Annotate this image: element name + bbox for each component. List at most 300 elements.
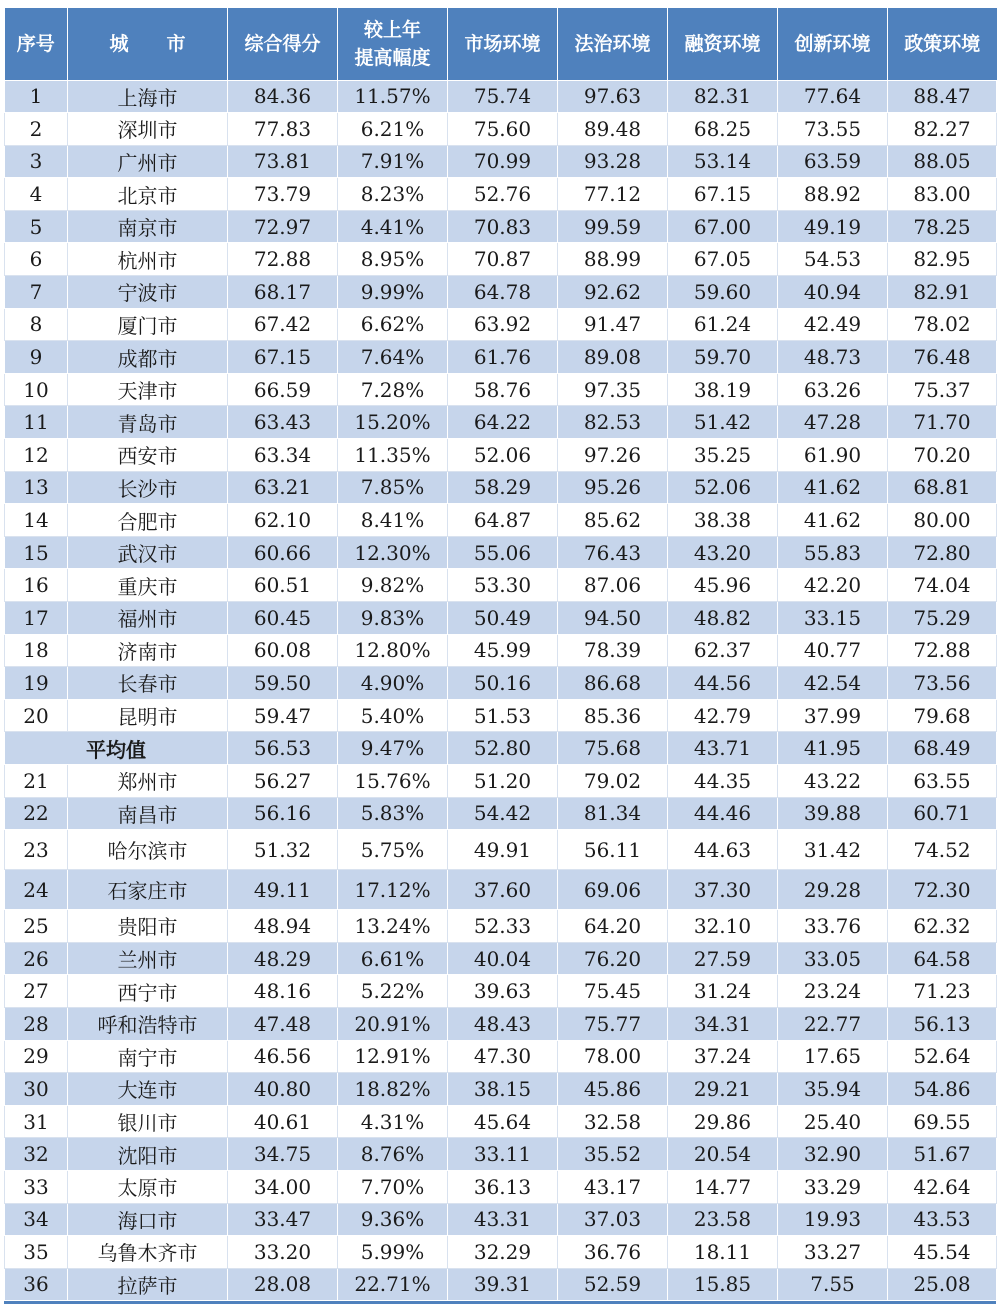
cell-innovation: 63.26 <box>778 373 888 406</box>
table-row <box>5 308 997 341</box>
cell-policy: 75.29 <box>888 602 997 635</box>
cell-legal: 36.76 <box>558 1236 668 1269</box>
cell-legal: 35.52 <box>558 1138 668 1171</box>
cell-innovation: 55.83 <box>778 536 888 569</box>
table-row <box>5 373 997 406</box>
table-row <box>5 667 997 700</box>
cell-finance: 44.35 <box>668 764 778 797</box>
cell-index: 1 <box>5 80 68 113</box>
cell-finance: 61.24 <box>668 308 778 341</box>
cell-policy: 82.27 <box>888 113 997 146</box>
cell-index: 13 <box>5 471 68 504</box>
cell-legal: 79.02 <box>558 764 668 797</box>
table-row <box>5 80 997 113</box>
cell-market: 48.43 <box>448 1007 558 1040</box>
header-label-line: 创新环境 <box>794 32 871 55</box>
table-row <box>5 243 997 276</box>
cell-growth: 5.40% <box>338 699 448 732</box>
cell-index: 12 <box>5 439 68 472</box>
cell-total-score: 73.81 <box>228 145 338 178</box>
cell-index: 6 <box>5 243 68 276</box>
cell-total-score: 67.15 <box>228 341 338 374</box>
cell-city: 天津市 <box>68 373 228 406</box>
cell-city: 北京市 <box>68 178 228 211</box>
cell-market: 64.22 <box>448 406 558 439</box>
cell-market: 39.31 <box>448 1268 558 1301</box>
cell-policy: 62.32 <box>888 910 997 943</box>
cell-growth: 8.95% <box>338 243 448 276</box>
cell-innovation: 33.15 <box>778 602 888 635</box>
cell-growth: 5.75% <box>338 830 448 870</box>
table-row <box>5 1203 997 1236</box>
cell-market: 50.16 <box>448 667 558 700</box>
cell-market: 38.15 <box>448 1073 558 1106</box>
cell-policy: 79.68 <box>888 699 997 732</box>
table-header <box>5 8 997 80</box>
cell-market: 58.76 <box>448 373 558 406</box>
cell-legal: 78.00 <box>558 1040 668 1073</box>
cell-innovation: 41.95 <box>778 732 888 765</box>
cell-innovation: 61.90 <box>778 439 888 472</box>
cell-index: 7 <box>5 276 68 309</box>
cell-total-score: 60.66 <box>228 536 338 569</box>
header-label-line: 城 市 <box>109 32 186 55</box>
cell-finance: 51.42 <box>668 406 778 439</box>
cell-innovation: 88.92 <box>778 178 888 211</box>
cell-innovation: 23.24 <box>778 975 888 1008</box>
cell-index: 32 <box>5 1138 68 1171</box>
cell-index: 31 <box>5 1105 68 1138</box>
cell-total-score: 60.45 <box>228 602 338 635</box>
cell-market: 50.49 <box>448 602 558 635</box>
cell-market: 52.33 <box>448 910 558 943</box>
cell-legal: 94.50 <box>558 602 668 635</box>
cell-legal: 82.53 <box>558 406 668 439</box>
table-row <box>5 471 997 504</box>
cell-growth: 12.80% <box>338 634 448 667</box>
cell-policy: 82.91 <box>888 276 997 309</box>
cell-innovation: 40.94 <box>778 276 888 309</box>
header-growth <box>338 8 448 80</box>
cell-finance: 31.24 <box>668 975 778 1008</box>
header-market <box>448 8 558 80</box>
cell-market: 45.99 <box>448 634 558 667</box>
cell-policy: 42.64 <box>888 1170 997 1203</box>
cell-index: 36 <box>5 1268 68 1301</box>
cell-total-score: 51.32 <box>228 830 338 870</box>
cell-policy: 63.55 <box>888 764 997 797</box>
cell-index: 2 <box>5 113 68 146</box>
cell-policy: 64.58 <box>888 942 997 975</box>
cell-total-score: 66.59 <box>228 373 338 406</box>
cell-policy: 83.00 <box>888 178 997 211</box>
cell-growth: 11.57% <box>338 80 448 113</box>
cell-index: 14 <box>5 504 68 537</box>
table-row <box>5 569 997 602</box>
cell-total-score: 48.94 <box>228 910 338 943</box>
cell-index: 30 <box>5 1073 68 1106</box>
cell-city: 深圳市 <box>68 113 228 146</box>
cell-growth: 4.90% <box>338 667 448 700</box>
cell-policy: 54.86 <box>888 1073 997 1106</box>
cell-policy: 70.20 <box>888 439 997 472</box>
header-innovation <box>778 8 888 80</box>
cell-market: 55.06 <box>448 536 558 569</box>
cell-finance: 38.38 <box>668 504 778 537</box>
cell-index: 5 <box>5 210 68 243</box>
cell-growth: 22.71% <box>338 1268 448 1301</box>
header-label-line: 融资环境 <box>684 32 761 55</box>
cell-legal: 95.26 <box>558 471 668 504</box>
cell-total-score: 47.48 <box>228 1007 338 1040</box>
table-row <box>5 439 997 472</box>
cell-growth: 4.31% <box>338 1105 448 1138</box>
table-row <box>5 1073 997 1106</box>
cell-market: 32.29 <box>448 1236 558 1269</box>
cell-legal: 37.03 <box>558 1203 668 1236</box>
cell-finance: 43.20 <box>668 536 778 569</box>
cell-policy: 68.49 <box>888 732 997 765</box>
header-total-score <box>228 8 338 80</box>
cell-total-score: 84.36 <box>228 80 338 113</box>
cell-index: 18 <box>5 634 68 667</box>
cell-market: 33.11 <box>448 1138 558 1171</box>
cell-index: 19 <box>5 667 68 700</box>
cell-finance: 44.46 <box>668 797 778 830</box>
cell-index: 17 <box>5 602 68 635</box>
table-row <box>5 504 997 537</box>
cell-city: 武汉市 <box>68 536 228 569</box>
cell-market: 53.30 <box>448 569 558 602</box>
cell-index: 9 <box>5 341 68 374</box>
cell-finance: 38.19 <box>668 373 778 406</box>
cell-legal: 78.39 <box>558 634 668 667</box>
cell-index: 4 <box>5 178 68 211</box>
cell-growth: 5.22% <box>338 975 448 1008</box>
table-row <box>5 634 997 667</box>
cell-policy: 88.47 <box>888 80 997 113</box>
cell-policy: 72.88 <box>888 634 997 667</box>
table-row <box>5 145 997 178</box>
cell-finance: 37.24 <box>668 1040 778 1073</box>
cell-innovation: 33.05 <box>778 942 888 975</box>
cell-innovation: 19.93 <box>778 1203 888 1236</box>
cell-growth: 15.20% <box>338 406 448 439</box>
cell-innovation: 33.27 <box>778 1236 888 1269</box>
cell-finance: 45.96 <box>668 569 778 602</box>
cell-market: 52.80 <box>448 732 558 765</box>
cell-city: 贵阳市 <box>68 910 228 943</box>
cell-index: 21 <box>5 764 68 797</box>
average-row <box>5 732 997 765</box>
cell-growth: 7.91% <box>338 145 448 178</box>
cell-market: 39.63 <box>448 975 558 1008</box>
cell-market: 63.92 <box>448 308 558 341</box>
cell-legal: 91.47 <box>558 308 668 341</box>
cell-innovation: 77.64 <box>778 80 888 113</box>
cell-innovation: 49.19 <box>778 210 888 243</box>
cell-index: 16 <box>5 569 68 602</box>
cell-total-score: 68.17 <box>228 276 338 309</box>
cell-finance: 59.70 <box>668 341 778 374</box>
cell-legal: 56.11 <box>558 830 668 870</box>
cell-growth: 15.76% <box>338 764 448 797</box>
cell-finance: 14.77 <box>668 1170 778 1203</box>
cell-city: 西宁市 <box>68 975 228 1008</box>
cell-finance: 82.31 <box>668 80 778 113</box>
cell-total-score: 67.42 <box>228 308 338 341</box>
cell-finance: 18.11 <box>668 1236 778 1269</box>
cell-growth: 7.64% <box>338 341 448 374</box>
table-body <box>5 80 997 1301</box>
cell-growth: 6.61% <box>338 942 448 975</box>
cell-total-score: 34.00 <box>228 1170 338 1203</box>
cell-city: 长春市 <box>68 667 228 700</box>
cell-policy: 25.08 <box>888 1268 997 1301</box>
cell-total-score: 60.51 <box>228 569 338 602</box>
cell-innovation: 17.65 <box>778 1040 888 1073</box>
cell-finance: 53.14 <box>668 145 778 178</box>
cell-growth: 9.36% <box>338 1203 448 1236</box>
cell-policy: 78.25 <box>888 210 997 243</box>
cell-city: 杭州市 <box>68 243 228 276</box>
cell-city: 重庆市 <box>68 569 228 602</box>
cell-legal: 76.20 <box>558 942 668 975</box>
cell-innovation: 33.76 <box>778 910 888 943</box>
header-policy <box>888 8 997 80</box>
cell-market: 54.42 <box>448 797 558 830</box>
cell-legal: 64.20 <box>558 910 668 943</box>
cell-legal: 97.63 <box>558 80 668 113</box>
cell-market: 51.53 <box>448 699 558 732</box>
cell-policy: 56.13 <box>888 1007 997 1040</box>
ranking-table-container <box>4 8 996 1301</box>
cell-city: 南昌市 <box>68 797 228 830</box>
cell-market: 70.99 <box>448 145 558 178</box>
cell-finance: 44.63 <box>668 830 778 870</box>
cell-index: 23 <box>5 830 68 870</box>
cell-growth: 9.99% <box>338 276 448 309</box>
cell-legal: 85.36 <box>558 699 668 732</box>
cell-market: 45.64 <box>448 1105 558 1138</box>
cell-finance: 67.00 <box>668 210 778 243</box>
cell-total-score: 59.47 <box>228 699 338 732</box>
cell-total-score: 63.43 <box>228 406 338 439</box>
table-row <box>5 830 997 870</box>
cell-growth: 7.28% <box>338 373 448 406</box>
cell-finance: 27.59 <box>668 942 778 975</box>
cell-index: 11 <box>5 406 68 439</box>
cell-city: 兰州市 <box>68 942 228 975</box>
cell-legal: 97.35 <box>558 373 668 406</box>
cell-growth: 5.99% <box>338 1236 448 1269</box>
cell-innovation: 35.94 <box>778 1073 888 1106</box>
cell-policy: 71.70 <box>888 406 997 439</box>
cell-finance: 48.82 <box>668 602 778 635</box>
cell-policy: 73.56 <box>888 667 997 700</box>
cell-growth: 6.21% <box>338 113 448 146</box>
table-row <box>5 1105 997 1138</box>
cell-growth: 13.24% <box>338 910 448 943</box>
cell-policy: 78.02 <box>888 308 997 341</box>
cell-market: 36.13 <box>448 1170 558 1203</box>
table-row <box>5 1170 997 1203</box>
cell-finance: 59.60 <box>668 276 778 309</box>
table-row <box>5 975 997 1008</box>
cell-finance: 67.05 <box>668 243 778 276</box>
cell-city: 银川市 <box>68 1105 228 1138</box>
cell-total-score: 59.50 <box>228 667 338 700</box>
cell-market: 61.76 <box>448 341 558 374</box>
table-row <box>5 942 997 975</box>
table-row <box>5 536 997 569</box>
cell-total-score: 56.16 <box>228 797 338 830</box>
cell-finance: 43.71 <box>668 732 778 765</box>
cell-city: 宁波市 <box>68 276 228 309</box>
cell-legal: 45.86 <box>558 1073 668 1106</box>
cell-finance: 42.79 <box>668 699 778 732</box>
cell-finance: 68.25 <box>668 113 778 146</box>
cell-legal: 75.77 <box>558 1007 668 1040</box>
cell-legal: 77.12 <box>558 178 668 211</box>
cell-city: 拉萨市 <box>68 1268 228 1301</box>
cell-policy: 52.64 <box>888 1040 997 1073</box>
table-row <box>5 113 997 146</box>
cell-city: 沈阳市 <box>68 1138 228 1171</box>
table-row <box>5 1007 997 1040</box>
cell-market: 52.76 <box>448 178 558 211</box>
cell-legal: 92.62 <box>558 276 668 309</box>
cell-finance: 62.37 <box>668 634 778 667</box>
cell-total-score: 49.11 <box>228 870 338 910</box>
table-row <box>5 910 997 943</box>
cell-legal: 93.28 <box>558 145 668 178</box>
cell-market: 43.31 <box>448 1203 558 1236</box>
cell-index: 10 <box>5 373 68 406</box>
cell-total-score: 72.88 <box>228 243 338 276</box>
cell-market: 40.04 <box>448 942 558 975</box>
cell-index: 15 <box>5 536 68 569</box>
table-row <box>5 210 997 243</box>
cell-legal: 87.06 <box>558 569 668 602</box>
cell-legal: 89.08 <box>558 341 668 374</box>
cell-total-score: 77.83 <box>228 113 338 146</box>
cell-finance: 29.21 <box>668 1073 778 1106</box>
cell-city: 哈尔滨市 <box>68 830 228 870</box>
cell-index: 34 <box>5 1203 68 1236</box>
cell-total-score: 63.21 <box>228 471 338 504</box>
cell-finance: 20.54 <box>668 1138 778 1171</box>
cell-total-score: 34.75 <box>228 1138 338 1171</box>
cell-total-score: 62.10 <box>228 504 338 537</box>
cell-total-score: 56.53 <box>228 732 338 765</box>
cell-index: 22 <box>5 797 68 830</box>
cell-policy: 82.95 <box>888 243 997 276</box>
cell-legal: 89.48 <box>558 113 668 146</box>
cell-legal: 97.26 <box>558 439 668 472</box>
cell-growth: 7.85% <box>338 471 448 504</box>
header-row <box>5 8 997 80</box>
cell-innovation: 43.22 <box>778 764 888 797</box>
cell-policy: 76.48 <box>888 341 997 374</box>
cell-legal: 75.68 <box>558 732 668 765</box>
table-row <box>5 406 997 439</box>
cell-policy: 74.52 <box>888 830 997 870</box>
cell-innovation: 40.77 <box>778 634 888 667</box>
cell-total-score: 60.08 <box>228 634 338 667</box>
header-label-line: 法治环境 <box>574 32 651 55</box>
cell-city: 长沙市 <box>68 471 228 504</box>
cell-policy: 80.00 <box>888 504 997 537</box>
cell-market: 49.91 <box>448 830 558 870</box>
header-label-line: 政策环境 <box>904 32 981 55</box>
cell-legal: 81.34 <box>558 797 668 830</box>
cell-city: 青岛市 <box>68 406 228 439</box>
cell-index: 20 <box>5 699 68 732</box>
table-bottom-border <box>4 1301 996 1304</box>
cell-growth: 18.82% <box>338 1073 448 1106</box>
cell-growth: 9.83% <box>338 602 448 635</box>
cell-innovation: 31.42 <box>778 830 888 870</box>
cell-innovation: 47.28 <box>778 406 888 439</box>
cell-legal: 69.06 <box>558 870 668 910</box>
cell-finance: 32.10 <box>668 910 778 943</box>
cell-total-score: 33.47 <box>228 1203 338 1236</box>
cell-city: 西安市 <box>68 439 228 472</box>
cell-total-score: 40.80 <box>228 1073 338 1106</box>
header-label-line: 提高幅度 <box>354 46 431 69</box>
table-row <box>5 699 997 732</box>
cell-market: 64.87 <box>448 504 558 537</box>
cell-legal: 75.45 <box>558 975 668 1008</box>
cell-growth: 8.41% <box>338 504 448 537</box>
cell-growth: 7.70% <box>338 1170 448 1203</box>
cell-innovation: 42.54 <box>778 667 888 700</box>
cell-policy: 60.71 <box>888 797 997 830</box>
header-index <box>5 8 68 80</box>
cell-city: 太原市 <box>68 1170 228 1203</box>
cell-index: 35 <box>5 1236 68 1269</box>
cell-total-score: 48.29 <box>228 942 338 975</box>
cell-legal: 43.17 <box>558 1170 668 1203</box>
table-row <box>5 797 997 830</box>
cell-city: 广州市 <box>68 145 228 178</box>
cell-market: 51.20 <box>448 764 558 797</box>
table-row <box>5 1236 997 1269</box>
cell-index: 26 <box>5 942 68 975</box>
cell-total-score: 72.97 <box>228 210 338 243</box>
average-label: 平均值 <box>5 732 228 765</box>
cell-innovation: 25.40 <box>778 1105 888 1138</box>
cell-innovation: 33.29 <box>778 1170 888 1203</box>
cell-growth: 4.41% <box>338 210 448 243</box>
cell-market: 75.60 <box>448 113 558 146</box>
cell-growth: 12.91% <box>338 1040 448 1073</box>
cell-legal: 85.62 <box>558 504 668 537</box>
cell-index: 28 <box>5 1007 68 1040</box>
cell-city: 呼和浩特市 <box>68 1007 228 1040</box>
cell-policy: 43.53 <box>888 1203 997 1236</box>
cell-innovation: 42.49 <box>778 308 888 341</box>
table-row <box>5 602 997 635</box>
cell-market: 64.78 <box>448 276 558 309</box>
cell-policy: 71.23 <box>888 975 997 1008</box>
cell-city: 济南市 <box>68 634 228 667</box>
cell-innovation: 22.77 <box>778 1007 888 1040</box>
cell-index: 3 <box>5 145 68 178</box>
cell-index: 8 <box>5 308 68 341</box>
cell-index: 29 <box>5 1040 68 1073</box>
